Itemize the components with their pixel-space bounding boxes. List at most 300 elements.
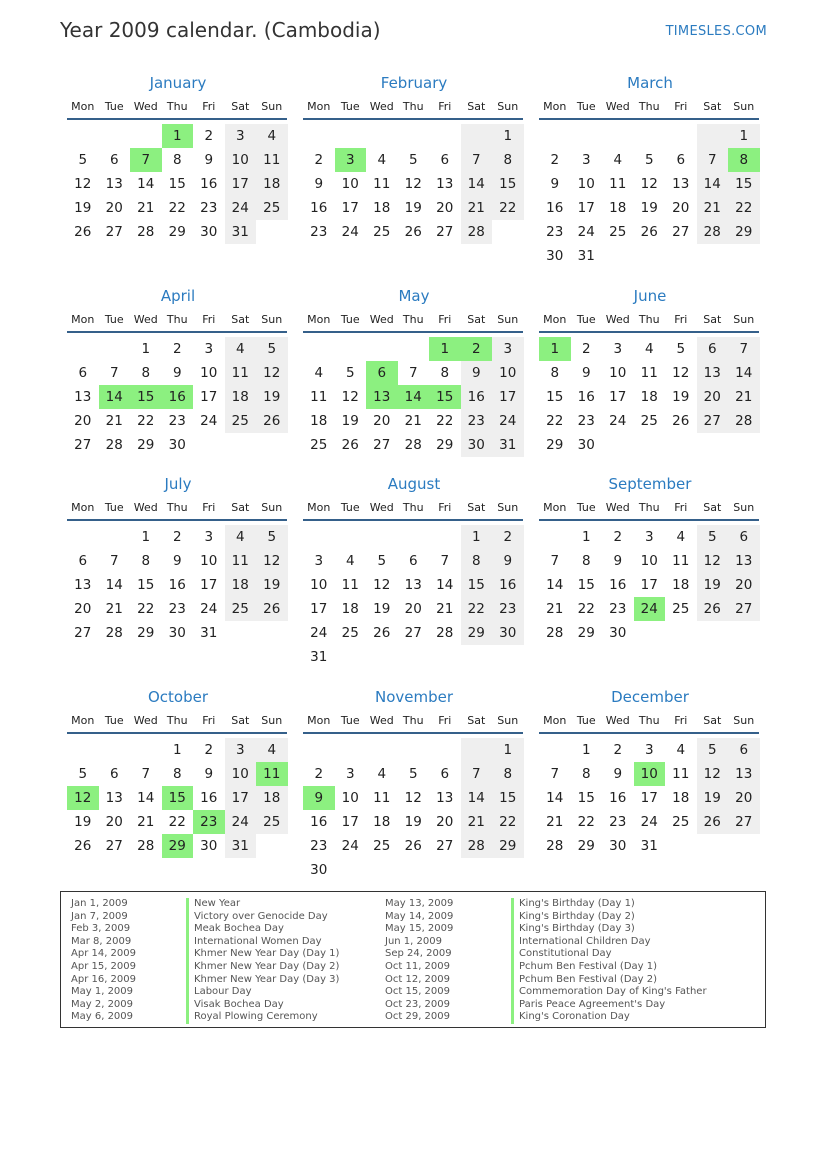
weekday-header [67, 309, 289, 329]
weekday-label: Mon [71, 713, 95, 727]
weeks [67, 738, 289, 858]
month-june [539, 285, 761, 457]
day-cell: 30 [492, 621, 524, 645]
day-cell: 13 [105, 790, 123, 806]
weekday-header [67, 710, 289, 730]
weekday-label: Mon [543, 312, 567, 326]
weekday-label: Fri [674, 713, 688, 727]
day-cell: 11 [256, 148, 288, 172]
holiday-name: Royal Plowing Ceremony [186, 1011, 339, 1024]
day-cell: 23 [193, 810, 225, 834]
weeks [67, 124, 289, 244]
empty-cell [634, 244, 666, 268]
day-cell: 8 [728, 148, 760, 172]
day-cell: 1 [162, 124, 194, 148]
day-cell: 11 [310, 389, 328, 405]
day-cell: 16 [546, 200, 564, 216]
empty-cell [728, 244, 760, 268]
day-cell: 13 [436, 176, 454, 192]
day-cell: 10 [640, 553, 658, 569]
day-cell: 27 [105, 224, 123, 240]
week-row [539, 409, 761, 433]
header-rule [303, 118, 523, 120]
weekday-header [303, 710, 525, 730]
day-cell: 9 [492, 549, 524, 573]
day-cell: 23 [609, 814, 627, 830]
empty-cell [728, 834, 760, 858]
day-cell: 23 [609, 601, 627, 617]
day-cell: 2 [613, 529, 623, 545]
day-cell: 3 [581, 152, 591, 168]
day-cell: 10 [200, 553, 218, 569]
weekday-label: Sun [733, 713, 755, 727]
week-row [539, 762, 761, 786]
empty-cell [256, 433, 288, 457]
day-cell: 7 [550, 553, 560, 569]
day-cell: 7 [408, 365, 418, 381]
weekday-label: Wed [133, 312, 158, 326]
weekday-label: Sun [261, 99, 283, 113]
day-cell: 29 [728, 220, 760, 244]
day-cell: 26 [256, 597, 288, 621]
day-cell: 6 [728, 738, 760, 762]
day-cell: 11 [373, 790, 391, 806]
holiday-name: Meak Bochea Day [186, 923, 339, 936]
day-cell: 28 [546, 625, 564, 641]
day-cell: 24 [225, 196, 257, 220]
day-cell: 1 [172, 742, 182, 758]
day-cell: 4 [377, 152, 387, 168]
weekday-header [67, 497, 289, 517]
empty-cell [602, 433, 634, 457]
day-cell: 17 [640, 790, 658, 806]
month-april [67, 285, 289, 457]
day-cell: 16 [609, 790, 627, 806]
day-cell: 16 [200, 790, 218, 806]
week-row [303, 337, 525, 361]
day-cell: 29 [546, 437, 564, 453]
weekday-header [539, 309, 761, 329]
day-cell: 13 [74, 389, 92, 405]
weekday-label: Mon [543, 713, 567, 727]
day-cell: 7 [461, 762, 493, 786]
week-row [303, 858, 525, 882]
day-cell: 26 [256, 409, 288, 433]
day-cell: 17 [225, 172, 257, 196]
empty-cell [697, 621, 729, 645]
day-cell: 30 [546, 248, 564, 264]
empty-cell [492, 858, 524, 882]
empty-cell [398, 525, 430, 549]
holiday-name: International Children Day [511, 936, 707, 949]
holiday-name: King's Birthday (Day 1) [511, 898, 707, 911]
day-cell: 8 [550, 365, 560, 381]
day-cell: 6 [728, 525, 760, 549]
weekday-header [67, 96, 289, 116]
day-cell: 10 [609, 365, 627, 381]
weekday-label: Tue [340, 312, 360, 326]
day-cell: 2 [204, 742, 214, 758]
holiday-name: Paris Peace Agreement's Day [511, 999, 707, 1012]
day-cell: 10 [492, 361, 524, 385]
weekday-label: Sun [497, 99, 519, 113]
day-cell: 25 [672, 814, 690, 830]
day-cell: 22 [168, 200, 186, 216]
week-row [67, 196, 289, 220]
day-cell: 15 [492, 172, 524, 196]
week-row [67, 525, 289, 549]
weekday-header [539, 96, 761, 116]
empty-cell [697, 124, 729, 148]
weekday-label: Thu [166, 713, 188, 727]
day-cell: 29 [461, 621, 493, 645]
day-cell: 26 [404, 224, 422, 240]
day-cell: 2 [204, 128, 214, 144]
weekday-label: Sun [261, 713, 283, 727]
empty-cell [303, 337, 335, 361]
day-cell: 30 [310, 862, 328, 878]
day-cell: 4 [314, 365, 324, 381]
day-cell: 20 [436, 814, 454, 830]
day-cell: 4 [644, 341, 654, 357]
empty-cell [665, 834, 697, 858]
day-cell: 10 [341, 790, 359, 806]
weekday-label: Fri [202, 99, 216, 113]
day-cell: 16 [492, 573, 524, 597]
week-row [303, 645, 525, 669]
week-row [303, 196, 525, 220]
day-cell: 1 [461, 525, 493, 549]
day-cell: 22 [461, 597, 493, 621]
day-cell: 12 [640, 176, 658, 192]
day-cell: 8 [141, 553, 151, 569]
day-cell: 21 [137, 200, 155, 216]
empty-cell [665, 621, 697, 645]
day-cell: 13 [404, 577, 422, 593]
week-row [303, 597, 525, 621]
day-cell: 4 [613, 152, 623, 168]
day-cell: 1 [728, 124, 760, 148]
day-cell: 19 [404, 814, 422, 830]
empty-cell [398, 337, 430, 361]
week-row [539, 597, 761, 621]
week-row [303, 172, 525, 196]
day-cell: 2 [550, 152, 560, 168]
month-name: September [608, 475, 692, 493]
day-cell: 29 [137, 437, 155, 453]
day-cell: 23 [310, 224, 328, 240]
day-cell: 3 [204, 529, 214, 545]
weekday-label: Sun [497, 713, 519, 727]
weekday-label: Sat [703, 99, 722, 113]
empty-cell [571, 124, 603, 148]
empty-cell [461, 738, 493, 762]
day-cell: 18 [310, 413, 328, 429]
day-cell: 25 [341, 625, 359, 641]
day-cell: 23 [492, 597, 524, 621]
weekday-label: Sun [261, 312, 283, 326]
day-cell: 1 [492, 124, 524, 148]
day-cell: 10 [310, 577, 328, 593]
week-row [303, 361, 525, 385]
day-cell: 15 [577, 577, 595, 593]
day-cell: 29 [492, 834, 524, 858]
day-cell: 25 [672, 601, 690, 617]
holiday-date: May 1, 2009 [71, 986, 134, 998]
week-row [539, 337, 761, 361]
day-cell: 4 [676, 742, 686, 758]
day-cell: 20 [697, 385, 729, 409]
day-cell: 9 [613, 553, 623, 569]
day-cell: 1 [539, 337, 571, 361]
day-cell: 27 [436, 224, 454, 240]
empty-cell [303, 124, 335, 148]
day-cell: 28 [461, 220, 493, 244]
day-cell: 27 [373, 437, 391, 453]
week-row [303, 834, 525, 858]
weeks [539, 738, 761, 858]
day-cell: 11 [672, 553, 690, 569]
empty-cell [634, 124, 666, 148]
day-cell: 14 [398, 385, 430, 409]
day-cell: 18 [373, 814, 391, 830]
day-cell: 21 [546, 601, 564, 617]
day-cell: 10 [225, 762, 257, 786]
day-cell: 11 [341, 577, 359, 593]
holiday-name: King's Birthday (Day 3) [511, 923, 707, 936]
day-cell: 31 [577, 248, 595, 264]
day-cell: 6 [109, 766, 119, 782]
day-cell: 7 [109, 553, 119, 569]
day-cell: 16 [609, 577, 627, 593]
holiday-date: May 14, 2009 [385, 910, 454, 922]
week-row [303, 220, 525, 244]
weekday-header [303, 497, 525, 517]
month-october [67, 686, 289, 858]
week-row [67, 172, 289, 196]
day-cell: 29 [168, 224, 186, 240]
day-cell: 13 [697, 361, 729, 385]
day-cell: 15 [137, 577, 155, 593]
empty-cell [665, 244, 697, 268]
day-cell: 23 [168, 413, 186, 429]
day-cell: 26 [697, 810, 729, 834]
empty-cell [398, 738, 430, 762]
weekday-label: Tue [576, 99, 596, 113]
week-row [67, 786, 289, 810]
day-cell: 14 [461, 786, 493, 810]
day-cell: 28 [461, 834, 493, 858]
day-cell: 18 [256, 786, 288, 810]
week-row [303, 738, 525, 762]
weekday-label: Sun [733, 99, 755, 113]
day-cell: 12 [697, 762, 729, 786]
weekday-label: Wed [605, 99, 630, 113]
weekday-label: Thu [402, 312, 424, 326]
day-cell: 29 [436, 437, 454, 453]
empty-cell [256, 834, 288, 858]
day-cell: 11 [609, 176, 627, 192]
day-cell: 15 [130, 385, 162, 409]
holiday-name: Victory over Genocide Day [186, 911, 339, 924]
week-row [67, 810, 289, 834]
day-cell: 22 [577, 814, 595, 830]
day-cell: 27 [672, 224, 690, 240]
holiday-name: Khmer New Year Day (Day 1) [186, 948, 339, 961]
day-cell: 4 [377, 766, 387, 782]
empty-cell [634, 621, 666, 645]
day-cell: 25 [609, 224, 627, 240]
holiday-name: Commemoration Day of King's Father [511, 986, 707, 999]
day-cell: 30 [461, 433, 493, 457]
weekday-label: Mon [307, 500, 331, 514]
weekday-label: Wed [369, 713, 394, 727]
empty-cell [492, 220, 524, 244]
empty-cell [130, 124, 162, 148]
weekday-label: Mon [71, 500, 95, 514]
weekday-label: Fri [438, 99, 452, 113]
weekday-label: Wed [605, 713, 630, 727]
empty-cell [429, 525, 461, 549]
weekday-label: Thu [166, 99, 188, 113]
holiday-date: May 2, 2009 [71, 998, 134, 1010]
day-cell: 22 [546, 413, 564, 429]
holiday-date: Oct 15, 2009 [385, 986, 450, 998]
empty-cell [366, 858, 398, 882]
day-cell: 23 [200, 200, 218, 216]
header-rule [67, 331, 287, 333]
empty-cell [335, 337, 367, 361]
month-march [539, 72, 761, 268]
holiday-date: Mar 8, 2009 [71, 935, 132, 947]
empty-cell [539, 124, 571, 148]
weeks [303, 738, 525, 882]
empty-cell [67, 124, 99, 148]
day-cell: 27 [74, 625, 92, 641]
weekday-label: Sun [733, 312, 755, 326]
day-cell: 18 [225, 573, 257, 597]
day-cell: 15 [461, 573, 493, 597]
day-cell: 3 [225, 124, 257, 148]
day-cell: 18 [640, 389, 658, 405]
month-november [303, 686, 525, 882]
day-cell: 20 [74, 413, 92, 429]
week-row [67, 124, 289, 148]
day-cell: 26 [74, 224, 92, 240]
header-rule [539, 732, 759, 734]
day-cell: 1 [141, 529, 151, 545]
week-row [303, 786, 525, 810]
empty-cell [429, 124, 461, 148]
day-cell: 6 [676, 152, 686, 168]
day-cell: 20 [74, 601, 92, 617]
day-cell: 3 [613, 341, 623, 357]
day-cell: 3 [225, 738, 257, 762]
day-cell: 19 [74, 200, 92, 216]
day-cell: 4 [676, 529, 686, 545]
day-cell: 15 [429, 385, 461, 409]
day-cell: 5 [676, 341, 686, 357]
day-cell: 14 [697, 172, 729, 196]
day-cell: 12 [373, 577, 391, 593]
day-cell: 17 [341, 814, 359, 830]
day-cell: 8 [141, 365, 151, 381]
day-cell: 7 [461, 148, 493, 172]
empty-cell [335, 525, 367, 549]
day-cell: 31 [200, 625, 218, 641]
day-cell: 28 [105, 625, 123, 641]
day-cell: 16 [461, 385, 493, 409]
holiday-dates-right [385, 898, 453, 1024]
day-cell: 22 [577, 601, 595, 617]
holiday-name: Constitutional Day [511, 948, 707, 961]
site-link[interactable]: TIMESLES.COM [665, 24, 767, 39]
day-cell: 1 [492, 738, 524, 762]
header-rule [303, 331, 523, 333]
holiday-name: King's Coronation Day [511, 1011, 707, 1024]
weekday-label: Tue [104, 500, 124, 514]
day-cell: 10 [225, 148, 257, 172]
week-row [67, 549, 289, 573]
day-cell: 27 [728, 810, 760, 834]
weekday-label: Fri [202, 713, 216, 727]
holiday-dates-left [71, 898, 136, 1024]
header-rule [67, 519, 287, 521]
day-cell: 14 [105, 577, 123, 593]
day-cell: 28 [137, 224, 155, 240]
day-cell: 25 [310, 437, 328, 453]
day-cell: 24 [577, 224, 595, 240]
day-cell: 14 [546, 790, 564, 806]
header-rule [303, 519, 523, 521]
month-name: July [164, 475, 192, 493]
week-row [539, 621, 761, 645]
empty-cell [366, 645, 398, 669]
day-cell: 11 [672, 766, 690, 782]
day-cell: 19 [672, 389, 690, 405]
month-name: January [149, 74, 207, 92]
day-cell: 2 [581, 341, 591, 357]
day-cell: 24 [609, 413, 627, 429]
day-cell: 27 [697, 409, 729, 433]
day-cell: 30 [609, 625, 627, 641]
day-cell: 2 [314, 766, 324, 782]
week-row [67, 573, 289, 597]
day-cell: 12 [404, 176, 422, 192]
day-cell: 16 [168, 577, 186, 593]
weekday-label: Sat [703, 312, 722, 326]
empty-cell [697, 834, 729, 858]
month-january [67, 72, 289, 244]
empty-cell [602, 244, 634, 268]
day-cell: 30 [200, 838, 218, 854]
weekday-label: Fri [438, 713, 452, 727]
empty-cell [665, 433, 697, 457]
day-cell: 26 [74, 838, 92, 854]
weekday-label: Tue [340, 500, 360, 514]
week-row [67, 220, 289, 244]
month-name: November [374, 688, 454, 706]
empty-cell [366, 738, 398, 762]
weekday-label: Sun [261, 500, 283, 514]
day-cell: 7 [697, 148, 729, 172]
weekday-header [539, 710, 761, 730]
day-cell: 4 [225, 525, 257, 549]
weekday-header [303, 309, 525, 329]
empty-cell [728, 621, 760, 645]
day-cell: 21 [461, 810, 493, 834]
day-cell: 17 [640, 577, 658, 593]
